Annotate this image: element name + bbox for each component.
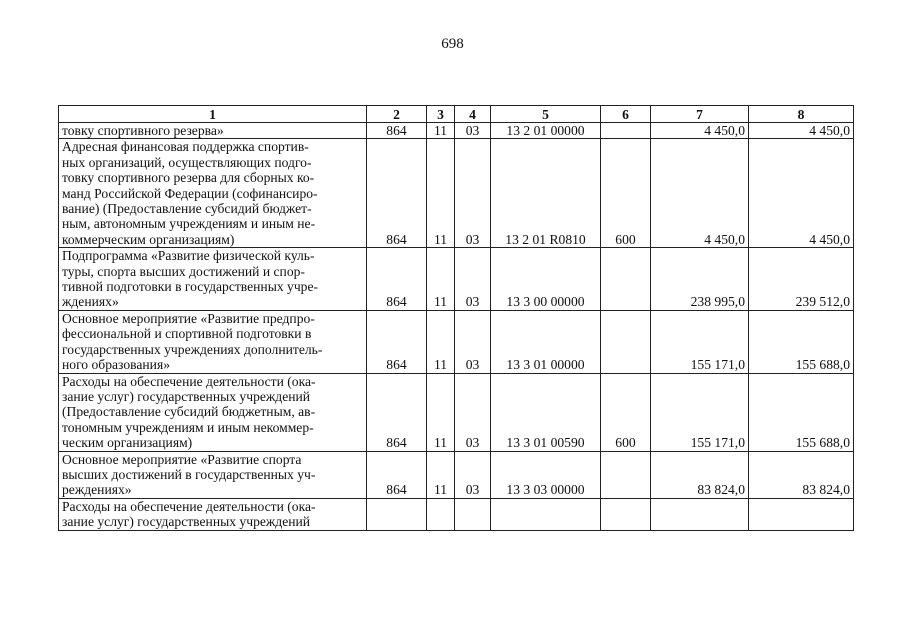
amount-year-2: 155 688,0 <box>749 373 854 451</box>
amount-year-2: 4 450,0 <box>749 123 854 139</box>
section-code: 11 <box>427 310 455 373</box>
table-row <box>59 248 854 311</box>
table-row <box>59 373 854 451</box>
table-row <box>59 310 854 373</box>
target-article-code: 13 3 03 00000 <box>491 451 601 498</box>
row-description <box>59 498 367 530</box>
amount-year-1: 4 450,0 <box>651 139 749 248</box>
expense-type-code: 600 <box>601 373 651 451</box>
column-header: 7 <box>651 106 749 123</box>
row-description <box>59 248 367 311</box>
table-row <box>59 139 854 248</box>
description-line: тономным учреждениям и иным некоммер- <box>62 419 314 435</box>
subsection-code: 03 <box>455 373 491 451</box>
department-code: 864 <box>367 310 427 373</box>
section-code: 11 <box>427 139 455 248</box>
row-description <box>59 310 367 373</box>
table-header-row <box>59 106 854 123</box>
column-header: 5 <box>491 106 601 123</box>
description-line: государственных учреждениях дополнитель- <box>62 341 323 357</box>
target-article-code: 13 3 01 00590 <box>491 373 601 451</box>
subsection-code: 03 <box>455 451 491 498</box>
amount-year-1: 4 450,0 <box>651 123 749 139</box>
row-description <box>59 123 367 139</box>
description-line: Адресная финансовая поддержка спортив- <box>62 139 309 155</box>
amount-year-2: 239 512,0 <box>749 248 854 311</box>
description-line: Подпрограмма «Развитие физической куль- <box>62 248 315 264</box>
description-line: туры, спорта высших достижений и спор- <box>62 263 305 279</box>
budget-table <box>58 105 854 531</box>
row-description <box>59 373 367 451</box>
description-line: коммерческим организациям) <box>62 231 235 247</box>
section-code: 11 <box>427 123 455 139</box>
expense-type-code <box>601 451 651 498</box>
amount-year-1: 155 171,0 <box>651 373 749 451</box>
expense-type-code <box>601 248 651 311</box>
description-line: ного образования» <box>62 357 171 373</box>
column-header: 6 <box>601 106 651 123</box>
column-header: 8 <box>749 106 854 123</box>
target-article-code: 13 3 00 00000 <box>491 248 601 311</box>
section-code <box>427 498 455 530</box>
description-line: тивной подготовки в государственных учре- <box>62 279 319 295</box>
expense-type-code <box>601 498 651 530</box>
row-description <box>59 139 367 248</box>
description-line: зание услуг) государственных учреждений <box>62 388 311 404</box>
description-line: Расходы на обеспечение деятельности (ока- <box>62 373 316 389</box>
target-article-code <box>491 498 601 530</box>
target-article-code: 13 2 01 R0810 <box>491 139 601 248</box>
page-number: 698 <box>441 36 464 52</box>
section-code: 11 <box>427 373 455 451</box>
department-code: 864 <box>367 451 427 498</box>
department-code <box>367 498 427 530</box>
description-line: ждениях» <box>62 294 119 310</box>
column-header: 3 <box>427 106 455 123</box>
expense-type-code: 600 <box>601 139 651 248</box>
department-code: 864 <box>367 123 427 139</box>
description-line: товку спортивного резерва для сборных ко- <box>62 170 315 186</box>
amount-year-2: 4 450,0 <box>749 139 854 248</box>
column-header: 4 <box>455 106 491 123</box>
description-line: ческим организациям) <box>62 435 193 451</box>
subsection-code: 03 <box>455 139 491 248</box>
expense-type-code <box>601 310 651 373</box>
amount-year-2: 83 824,0 <box>749 451 854 498</box>
amount-year-1: 83 824,0 <box>651 451 749 498</box>
description-line: Основное мероприятие «Развитие предпро- <box>62 310 315 326</box>
description-line: вание) (Предоставление субсидий бюджет- <box>62 201 312 217</box>
subsection-code: 03 <box>455 310 491 373</box>
column-header: 2 <box>367 106 427 123</box>
department-code: 864 <box>367 373 427 451</box>
description-line: реждениях» <box>62 482 132 498</box>
description-line: ных организаций, осуществляющих подго- <box>62 154 312 170</box>
section-code: 11 <box>427 248 455 311</box>
description-line: фессиональной и спортивной подготовки в <box>62 326 312 342</box>
amount-year-1: 238 995,0 <box>651 248 749 311</box>
subsection-code <box>455 498 491 530</box>
description-line: (Предоставление субсидий бюджетным, ав- <box>62 404 316 420</box>
subsection-code: 03 <box>455 248 491 311</box>
amount-year-2: 155 688,0 <box>749 310 854 373</box>
description-line: зание услуг) государственных учреждений <box>62 514 311 530</box>
column-header: 1 <box>59 106 367 123</box>
department-code: 864 <box>367 248 427 311</box>
department-code: 864 <box>367 139 427 248</box>
section-code: 11 <box>427 451 455 498</box>
description-line: манд Российской Федерации (софинансиро- <box>62 185 318 201</box>
description-line: ным, автономным учреждениям и иным не- <box>62 216 316 232</box>
description-line: высших достижений в государственных уч- <box>62 466 316 482</box>
description-line: Основное мероприятие «Развитие спорта <box>62 451 302 467</box>
target-article-code: 13 3 01 00000 <box>491 310 601 373</box>
amount-year-1 <box>651 498 749 530</box>
description-line: товку спортивного резерва» <box>62 123 224 138</box>
row-description <box>59 451 367 498</box>
amount-year-2 <box>749 498 854 530</box>
table-row <box>59 498 854 530</box>
target-article-code: 13 2 01 00000 <box>491 123 601 139</box>
description-line: Расходы на обеспечение деятельности (ока- <box>62 498 316 514</box>
table-row <box>59 451 854 498</box>
expense-type-code <box>601 123 651 139</box>
subsection-code: 03 <box>455 123 491 139</box>
amount-year-1: 155 171,0 <box>651 310 749 373</box>
table-row <box>59 123 854 139</box>
